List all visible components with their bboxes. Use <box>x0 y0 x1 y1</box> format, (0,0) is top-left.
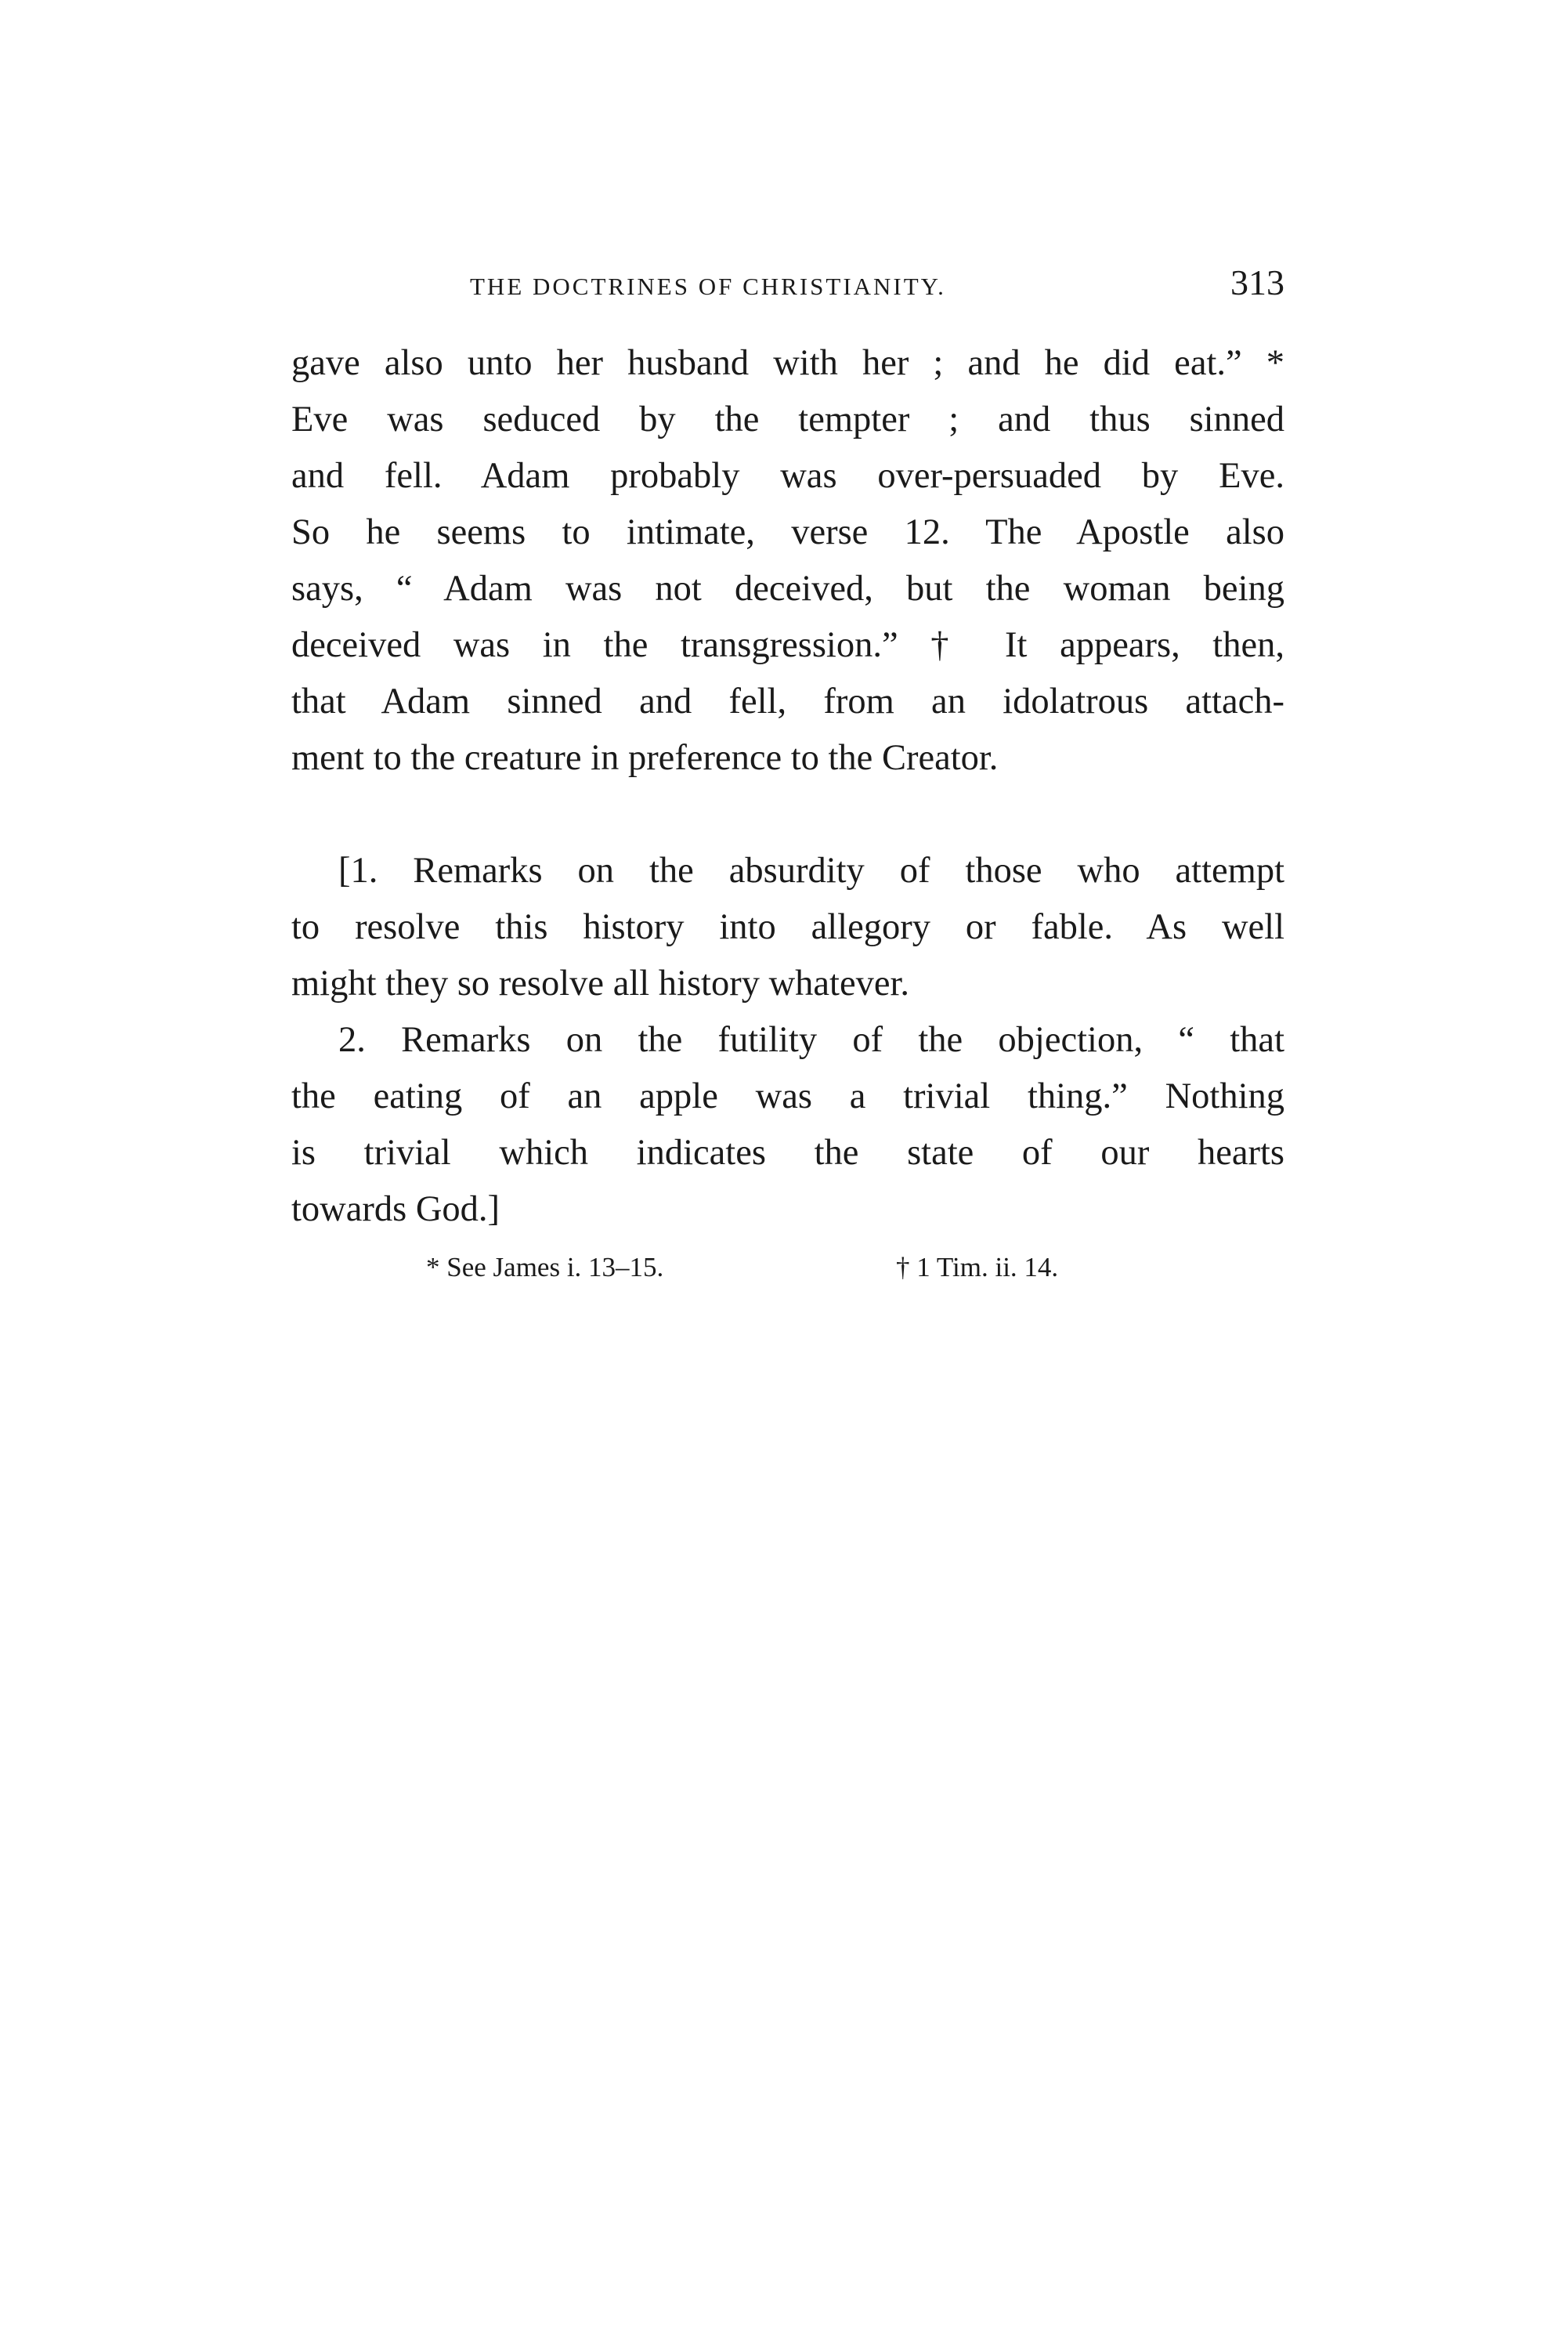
text-line: to resolve this history into allegory or fable. As well <box>291 907 1284 947</box>
page-number: 313 <box>1230 262 1284 302</box>
text-line: Eve was seduced by the tempter ; and thus sinned <box>291 400 1284 439</box>
main-paragraph <box>291 335 1284 787</box>
text-line: the eating of an apple was a trivial thing.” Nothing <box>291 1076 1284 1116</box>
text-line: and fell. Adam probably was over-persuaded by Eve. <box>291 456 1284 496</box>
text-line: 2. Remarks on the futility of the objection, “ that <box>338 1020 1284 1060</box>
text-line: says, “ Adam was not deceived, but the woman being <box>291 569 1284 609</box>
footnote-timothy: † 1 Tim. ii. 14. <box>896 1252 1059 1282</box>
footnote-james: * See James i. 13–15. <box>426 1252 664 1282</box>
text-line: So he seems to intimate, verse 12. The Apostle also <box>291 512 1284 552</box>
text-line: that Adam sinned and fell, from an idolatrous attach- <box>291 682 1284 722</box>
text-line: is trivial which indicates the state of our hearts <box>291 1133 1284 1173</box>
text-line: towards God.] <box>291 1189 500 1229</box>
text-line: gave also unto her husband with her ; and he did eat.” * <box>291 343 1284 383</box>
text-line: [1. Remarks on the absurdity of those who attempt <box>338 851 1284 891</box>
footnotes <box>291 1252 1284 1307</box>
text-line: deceived was in the transgression.” † It appears, then, <box>291 625 1284 665</box>
running-title: THE DOCTRINES OF CHRISTIANITY. <box>470 273 946 300</box>
text-line: might they so resolve all history whatever. <box>291 964 910 1004</box>
text-line: ment to the creature in preference to the Creator. <box>291 738 999 778</box>
book-page <box>291 259 1284 1307</box>
running-header <box>291 259 1284 313</box>
remark-1-paragraph <box>291 843 1284 1012</box>
remark-2-paragraph <box>291 1012 1284 1238</box>
